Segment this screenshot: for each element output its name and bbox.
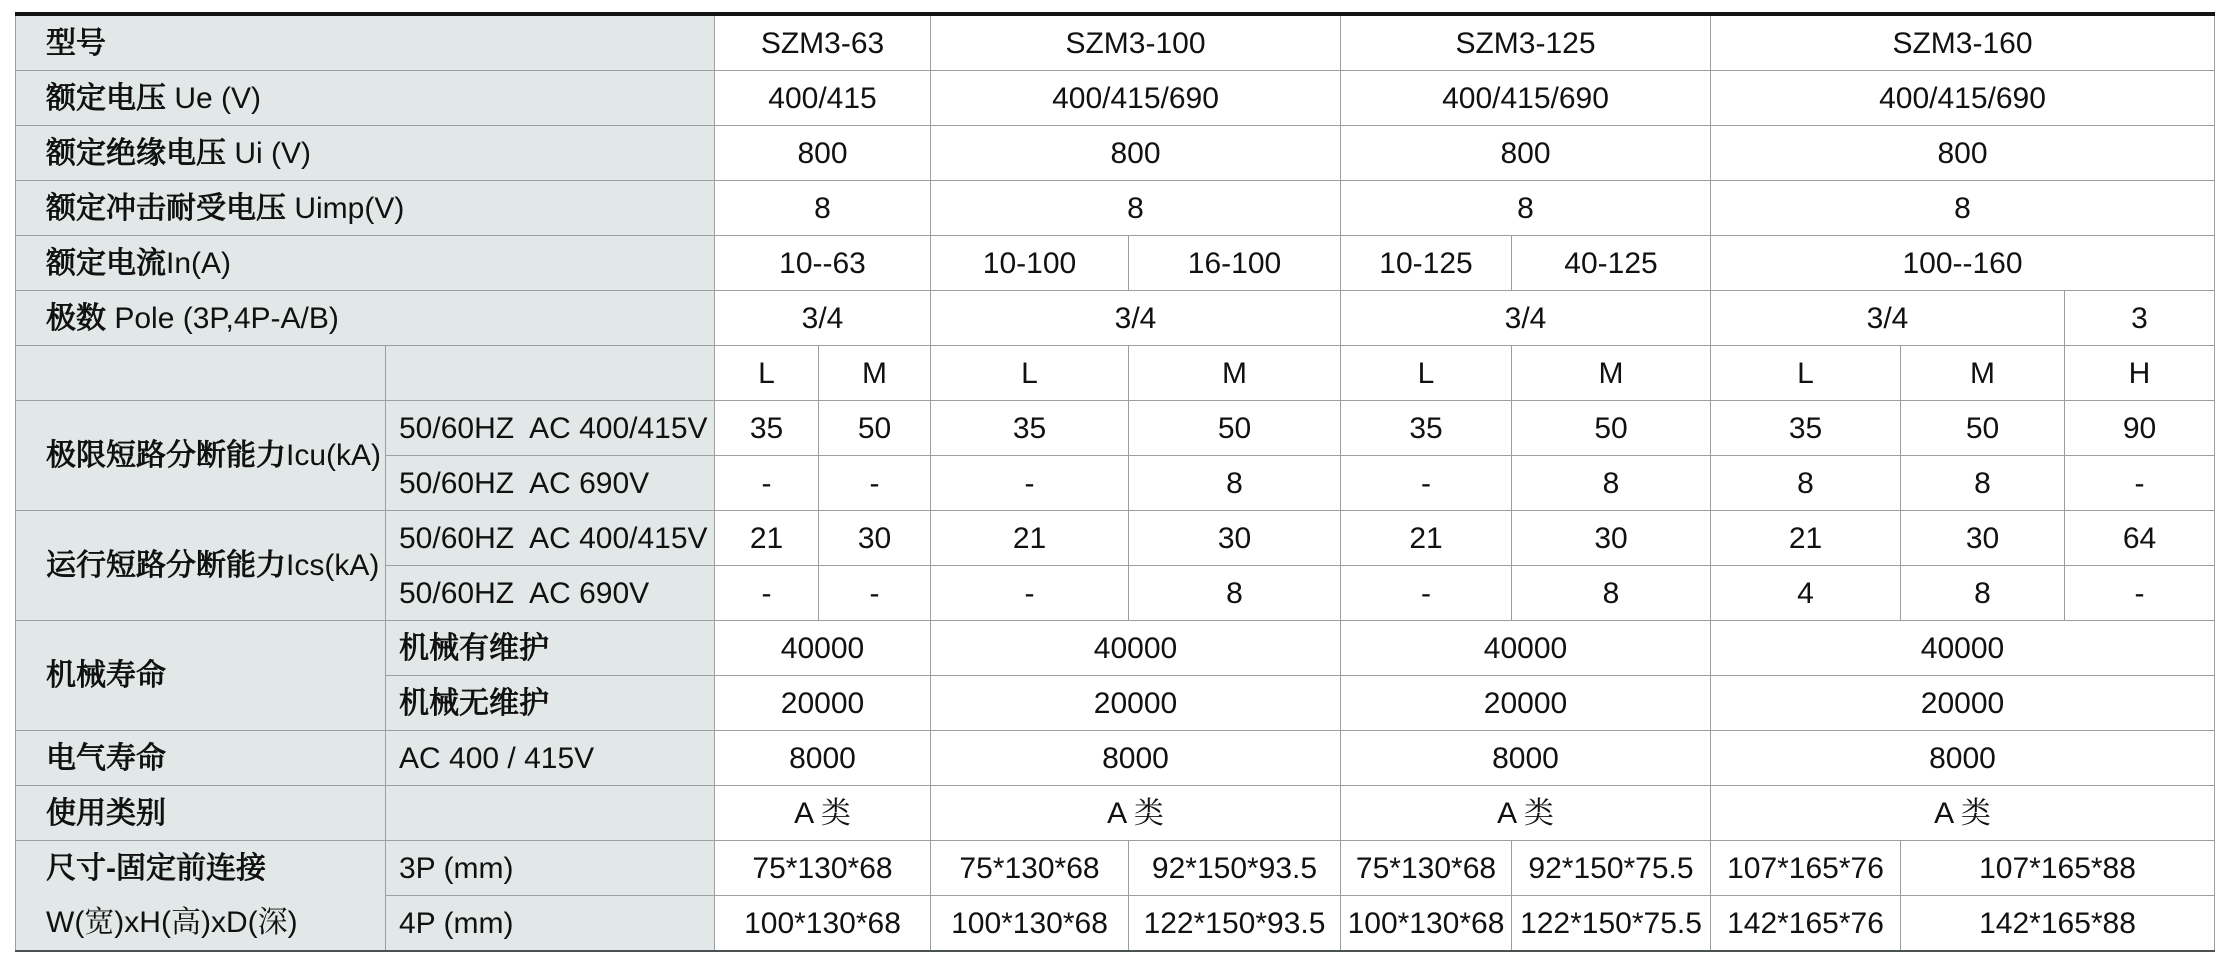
cell-ics2-8: - (2065, 566, 2215, 621)
cell-grade-7: M (1901, 346, 2065, 401)
cell-icu1-7: 50 (1901, 401, 2065, 456)
cell-cat-szm3-63: A 类 (715, 786, 931, 841)
cell-grade-2: L (931, 346, 1129, 401)
row-label-rated-current: 额定电流In(A) (16, 236, 715, 291)
row-label-mech-life: 机械寿命 (16, 621, 386, 731)
spec-table (15, 12, 2215, 952)
cell-ics2-5: 8 (1512, 566, 1711, 621)
cell-icu2-3: 8 (1129, 456, 1341, 511)
row-rated-current (16, 236, 2215, 291)
cell-icu1-1: 50 (819, 401, 931, 456)
cell-dim4p-szm3-100-l: 100*130*68 (931, 896, 1129, 952)
cell-ics1-8: 64 (2065, 511, 2215, 566)
sublabel-mech-with-maintenance: 机械有维护 (386, 621, 715, 676)
cell-ics1-2: 21 (931, 511, 1129, 566)
cell-in-szm3-125-m: 40-125 (1512, 236, 1711, 291)
row-poles (16, 291, 2215, 346)
row-label-impulse-voltage: 额定冲击耐受电压 Uimp(V) (16, 181, 715, 236)
cell-grade-4: L (1341, 346, 1512, 401)
cell-mech1-szm3-100: 40000 (931, 621, 1341, 676)
cell-ics1-4: 21 (1341, 511, 1512, 566)
cell-grade-5: M (1512, 346, 1711, 401)
sublabel-dim-3p: 3P (mm) (386, 841, 715, 896)
cell-model-szm3-160: SZM3-160 (1711, 14, 2215, 71)
cell-elec-szm3-125: 8000 (1341, 731, 1711, 786)
cell-elec-szm3-100: 8000 (931, 731, 1341, 786)
cell-icu2-5: 8 (1512, 456, 1711, 511)
cell-in-szm3-125-l: 10-125 (1341, 236, 1512, 291)
cell-pole-szm3-63: 3/4 (715, 291, 931, 346)
cell-pole-szm3-160-lm: 3/4 (1711, 291, 2065, 346)
sublabel-dim-4p: 4P (mm) (386, 896, 715, 952)
row-impulse-voltage (16, 181, 2215, 236)
cell-ue-szm3-125: 400/415/690 (1341, 71, 1711, 126)
cell-ics2-0: - (715, 566, 819, 621)
cell-dim4p-szm3-63: 100*130*68 (715, 896, 931, 952)
cell-dim3p-szm3-160-mh: 107*165*88 (1901, 841, 2215, 896)
cell-icu1-0: 35 (715, 401, 819, 456)
cell-ue-szm3-100: 400/415/690 (931, 71, 1341, 126)
cell-cat-szm3-125: A 类 (1341, 786, 1711, 841)
cell-uimp-szm3-63: 8 (715, 181, 931, 236)
row-electrical-life (16, 731, 2215, 786)
cell-ics2-1: - (819, 566, 931, 621)
cell-icu2-0: - (715, 456, 819, 511)
cell-icu1-5: 50 (1512, 401, 1711, 456)
cell-grade-3: M (1129, 346, 1341, 401)
cell-cat-szm3-100: A 类 (931, 786, 1341, 841)
cell-icu1-2: 35 (931, 401, 1129, 456)
cell-ics1-0: 21 (715, 511, 819, 566)
row-model (16, 14, 2215, 71)
cell-grade-1: M (819, 346, 931, 401)
cell-dim4p-szm3-160-mh: 142*165*88 (1901, 896, 2215, 952)
row-label-model-text: 型号 (46, 26, 106, 60)
cell-dim3p-szm3-125-m: 92*150*75.5 (1512, 841, 1711, 896)
cell-icu2-4: - (1341, 456, 1512, 511)
cell-elec-szm3-63: 8000 (715, 731, 931, 786)
cell-in-szm3-160: 100--160 (1711, 236, 2215, 291)
cell-icu2-2: - (931, 456, 1129, 511)
cell-in-szm3-100-m: 16-100 (1129, 236, 1341, 291)
cell-blank-label-a (16, 346, 386, 401)
cell-icu2-8: - (2065, 456, 2215, 511)
cell-ics1-5: 30 (1512, 511, 1711, 566)
cell-mech2-szm3-160: 20000 (1711, 676, 2215, 731)
cell-ics2-3: 8 (1129, 566, 1341, 621)
cell-dim4p-szm3-125-l: 100*130*68 (1341, 896, 1512, 952)
sublabel-icu-690: 50/60HZ AC 690V (386, 456, 715, 511)
dimensions-label-line1: 尺寸-固定前连接 (46, 851, 266, 885)
row-utilization-category (16, 786, 2215, 841)
row-label-poles: 极数 Pole (3P,4P-A/B) (16, 291, 715, 346)
cell-dim3p-szm3-160-l: 107*165*76 (1711, 841, 1901, 896)
cell-dim3p-szm3-125-l: 75*130*68 (1341, 841, 1512, 896)
sublabel-elec-ac400-415: AC 400 / 415V (386, 731, 715, 786)
row-icu-400415 (16, 401, 2215, 456)
row-label-dimensions (16, 841, 386, 952)
cell-ics2-4: - (1341, 566, 1512, 621)
cell-ue-szm3-63: 400/415 (715, 71, 931, 126)
cell-dim3p-szm3-100-m: 92*150*93.5 (1129, 841, 1341, 896)
cell-grade-0: L (715, 346, 819, 401)
cell-icu2-1: - (819, 456, 931, 511)
dimensions-label-line2: W(宽)xH(高)xD(深) (46, 905, 298, 939)
cell-ui-szm3-160: 800 (1711, 126, 2215, 181)
cell-mech1-szm3-125: 40000 (1341, 621, 1711, 676)
cell-dim4p-szm3-100-m: 122*150*93.5 (1129, 896, 1341, 952)
row-label-model (16, 14, 715, 71)
sublabel-category-blank (386, 786, 715, 841)
sublabel-icu-400415: 50/60HZ AC 400/415V (386, 401, 715, 456)
row-grade-header (16, 346, 2215, 401)
row-label-utilization-category: 使用类别 (16, 786, 386, 841)
cell-in-szm3-100-l: 10-100 (931, 236, 1129, 291)
row-insulation-voltage (16, 126, 2215, 181)
cell-ics2-7: 8 (1901, 566, 2065, 621)
cell-ics1-7: 30 (1901, 511, 2065, 566)
cell-in-szm3-63: 10--63 (715, 236, 931, 291)
cell-icu1-3: 50 (1129, 401, 1341, 456)
cell-uimp-szm3-160: 8 (1711, 181, 2215, 236)
cell-elec-szm3-160: 8000 (1711, 731, 2215, 786)
sublabel-ics-400415: 50/60HZ AC 400/415V (386, 511, 715, 566)
cell-model-szm3-125: SZM3-125 (1341, 14, 1711, 71)
cell-mech1-szm3-160: 40000 (1711, 621, 2215, 676)
cell-icu2-6: 8 (1711, 456, 1901, 511)
cell-ui-szm3-63: 800 (715, 126, 931, 181)
cell-pole-szm3-160-h: 3 (2065, 291, 2215, 346)
cell-icu1-8: 90 (2065, 401, 2215, 456)
cell-blank-label-b (386, 346, 715, 401)
cell-grade-8: H (2065, 346, 2215, 401)
cell-ui-szm3-100: 800 (931, 126, 1341, 181)
cell-mech1-szm3-63: 40000 (715, 621, 931, 676)
cell-icu1-6: 35 (1711, 401, 1901, 456)
sublabel-ics-690: 50/60HZ AC 690V (386, 566, 715, 621)
cell-ics1-1: 30 (819, 511, 931, 566)
cell-uimp-szm3-125: 8 (1341, 181, 1711, 236)
row-ics-400415 (16, 511, 2215, 566)
cell-model-szm3-63: SZM3-63 (715, 14, 931, 71)
row-label-icu: 极限短路分断能力Icu(kA) (16, 401, 386, 511)
cell-pole-szm3-100: 3/4 (931, 291, 1341, 346)
row-label-insulation-voltage: 额定绝缘电压 Ui (V) (16, 126, 715, 181)
row-rated-voltage (16, 71, 2215, 126)
cell-mech2-szm3-125: 20000 (1341, 676, 1711, 731)
row-label-electrical-life: 电气寿命 (16, 731, 386, 786)
cell-cat-szm3-160: A 类 (1711, 786, 2215, 841)
cell-icu1-4: 35 (1341, 401, 1512, 456)
cell-dim3p-szm3-63: 75*130*68 (715, 841, 931, 896)
cell-grade-6: L (1711, 346, 1901, 401)
row-label-ics: 运行短路分断能力Ics(kA) (16, 511, 386, 621)
cell-ics2-2: - (931, 566, 1129, 621)
cell-pole-szm3-125: 3/4 (1341, 291, 1711, 346)
row-mech-life-maintained (16, 621, 2215, 676)
cell-mech2-szm3-63: 20000 (715, 676, 931, 731)
row-dimensions-3p (16, 841, 2215, 896)
row-label-rated-voltage: 额定电压 Ue (V) (16, 71, 715, 126)
cell-dim3p-szm3-100-l: 75*130*68 (931, 841, 1129, 896)
sublabel-mech-without-maintenance: 机械无维护 (386, 676, 715, 731)
cell-dim4p-szm3-125-m: 122*150*75.5 (1512, 896, 1711, 952)
cell-mech2-szm3-100: 20000 (931, 676, 1341, 731)
cell-uimp-szm3-100: 8 (931, 181, 1341, 236)
cell-icu2-7: 8 (1901, 456, 2065, 511)
cell-ics1-3: 30 (1129, 511, 1341, 566)
cell-ics2-6: 4 (1711, 566, 1901, 621)
cell-dim4p-szm3-160-l: 142*165*76 (1711, 896, 1901, 952)
cell-model-szm3-100: SZM3-100 (931, 14, 1341, 71)
cell-ui-szm3-125: 800 (1341, 126, 1711, 181)
cell-ics1-6: 21 (1711, 511, 1901, 566)
cell-ue-szm3-160: 400/415/690 (1711, 71, 2215, 126)
